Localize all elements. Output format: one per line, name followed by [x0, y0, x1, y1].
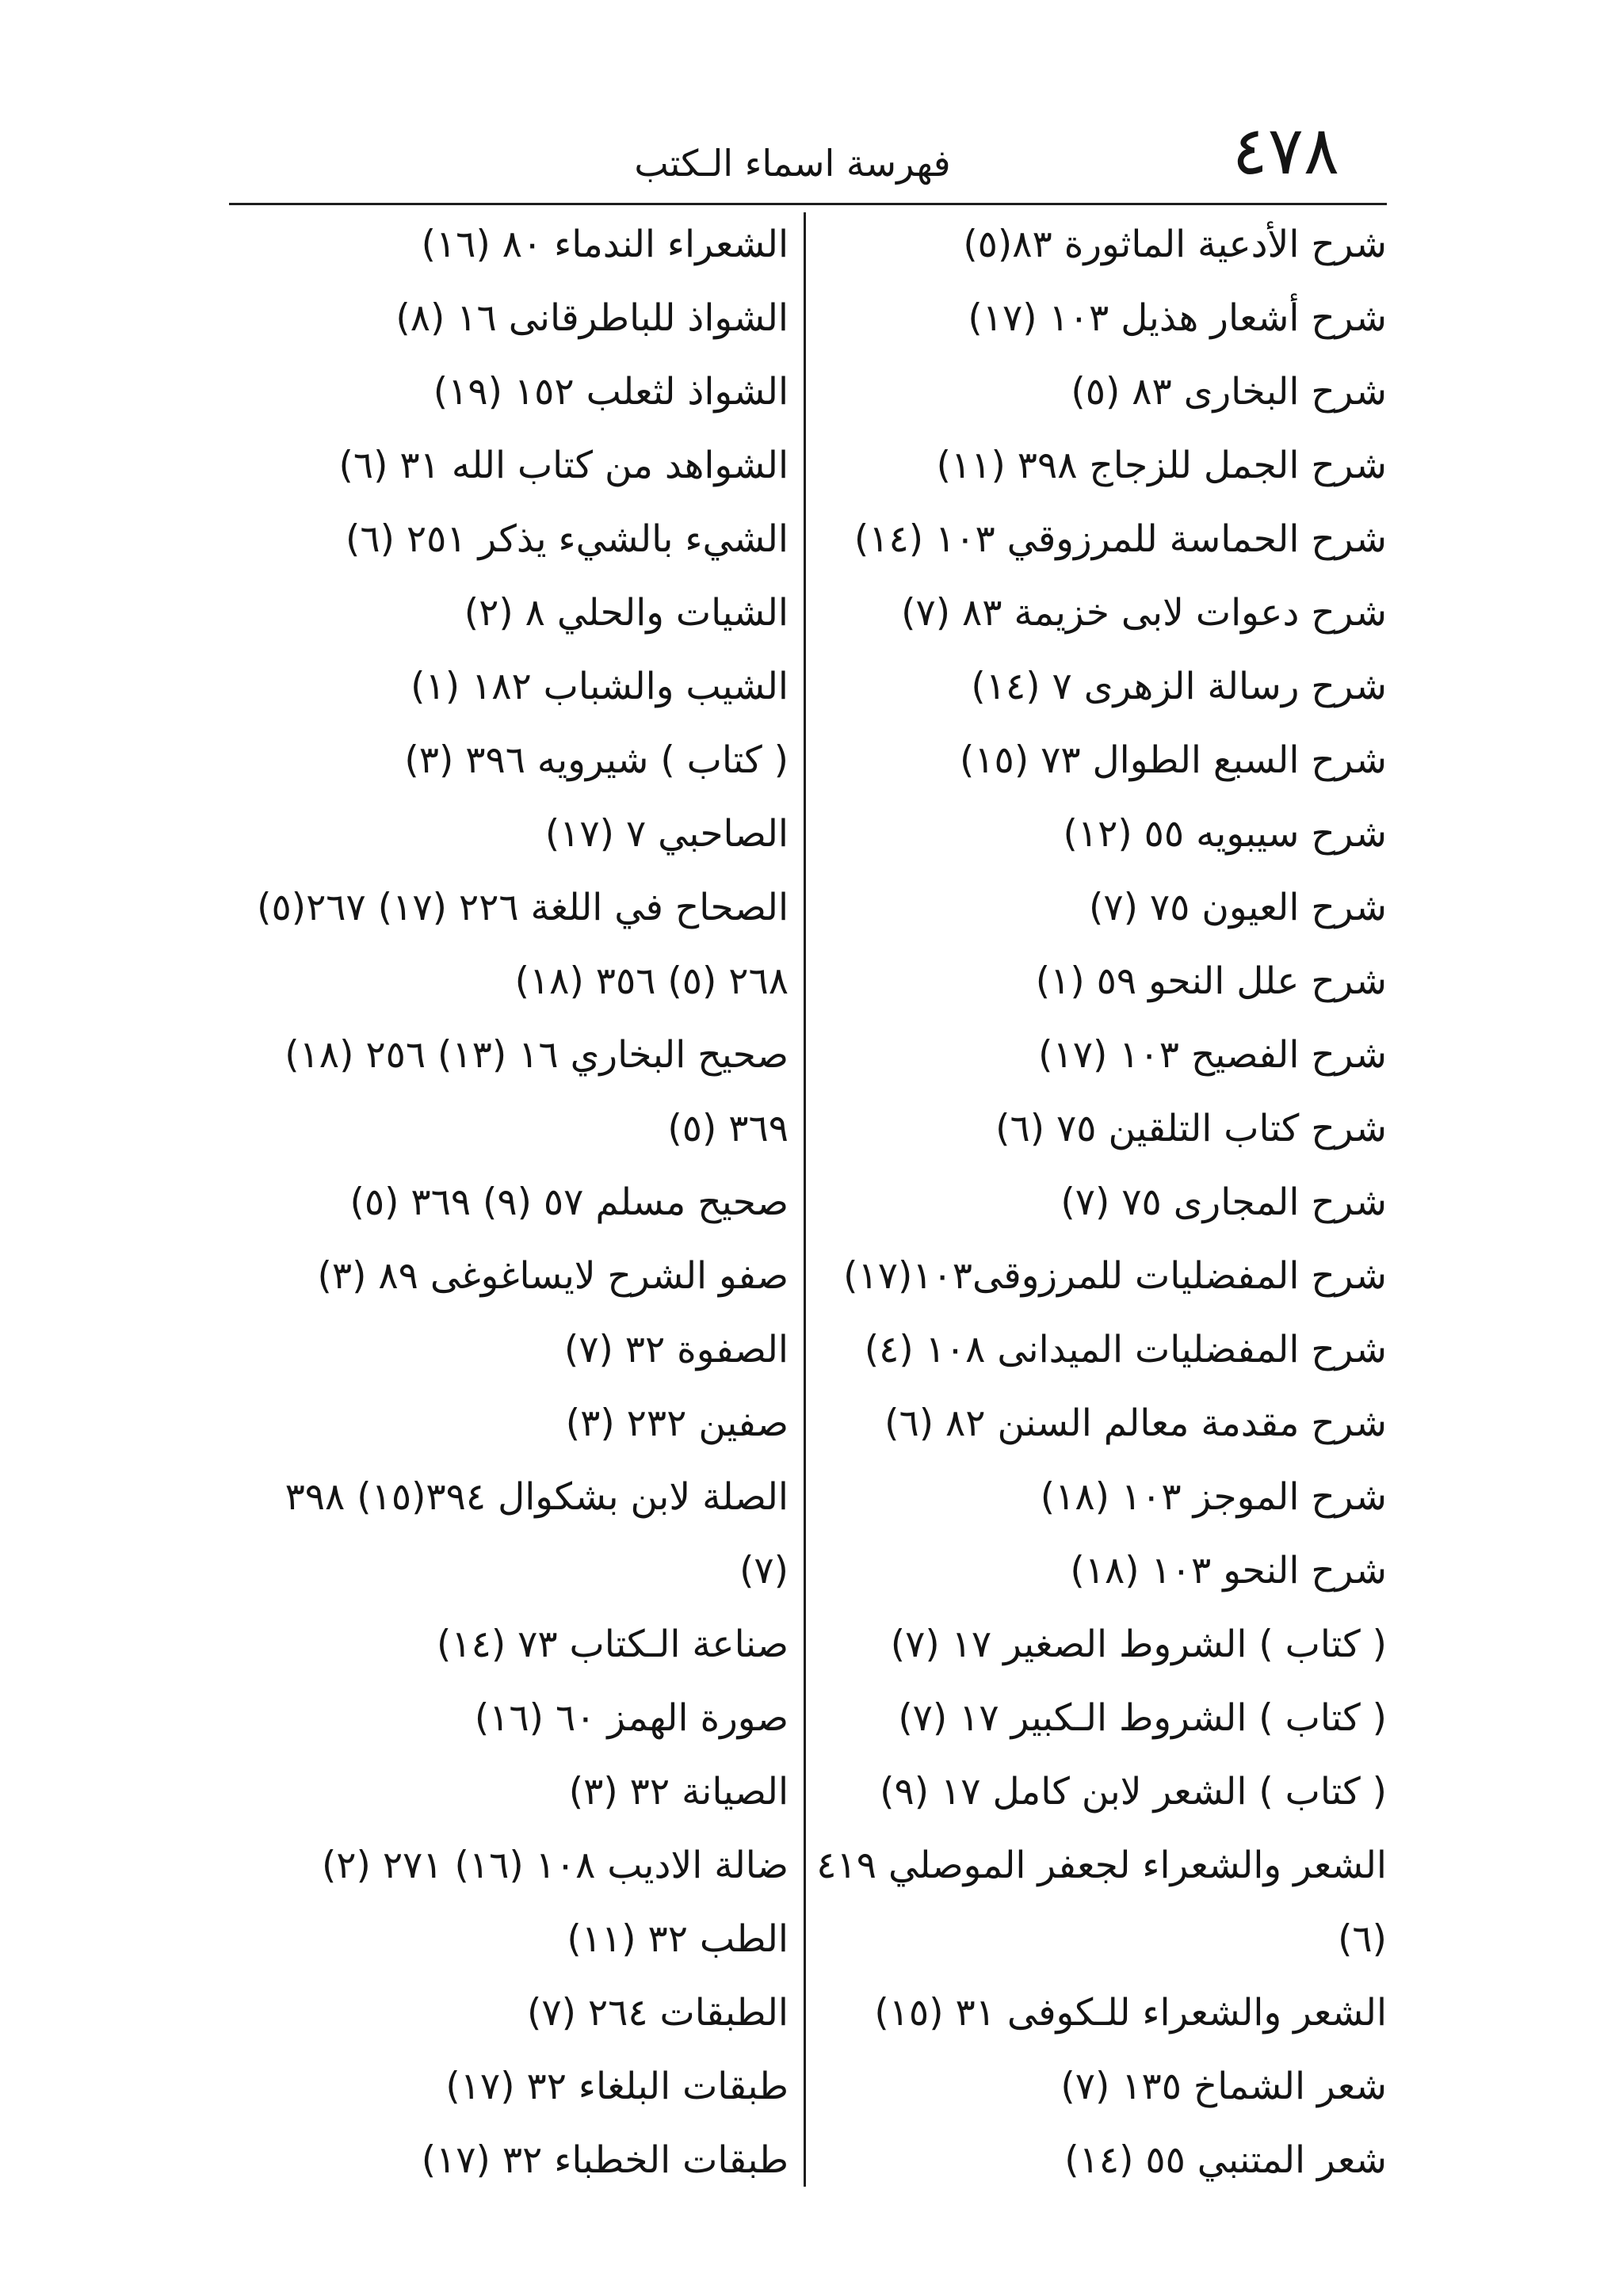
right-column [816, 208, 1387, 2197]
index-entry: طبقات البلغاء ٣٢ (١٧) [445, 2065, 789, 2108]
index-entry: شرح العيون ٧٥ (٧) [1089, 886, 1387, 929]
index-entry: الصفوة ٣٢ (٧) [563, 1328, 789, 1371]
index-entry: الشواذ لثعلب ١٥٢ (١٩) [433, 370, 789, 414]
page-number: ٤٧٨ [1232, 112, 1339, 189]
index-entry: الشعر والشعراء للـكوفى ٣١ (١٥) [874, 1991, 1387, 2035]
index-entry: ( كتاب ) الشعر لابن كامل ١٧ (٩) [880, 1770, 1387, 1814]
index-entry-continuation: (٧) [739, 1549, 789, 1592]
index-entry: الشيء بالشيء يذكر ٢٥١ (٦) [346, 517, 789, 561]
header-rule [229, 203, 1387, 205]
index-entry: ( كتاب ) الشروط الصغير ١٧ (٧) [890, 1623, 1387, 1666]
index-entry: الشعراء الندماء ٨٠ (١٦) [421, 223, 789, 266]
index-entry: شرح المجارى ٧٥ (٧) [1060, 1180, 1387, 1224]
index-entry: شرح البخارى ٨٣ (٥) [1071, 370, 1387, 414]
index-entry-continuation: ٣٦٩ (٥) [667, 1107, 789, 1150]
left-column [190, 208, 789, 2197]
index-entry: الطبقات ٢٦٤ (٧) [526, 1991, 789, 2035]
index-entry: صناعة الـكتاب ٧٣ (١٤) [436, 1623, 789, 1666]
index-entry: الطب ٣٢ (١١) [567, 1917, 789, 1961]
index-entry: ( كتاب ) شيرويه ٣٩٦ (٣) [404, 738, 789, 782]
index-entry: الصاحبي ٧ (١٧) [544, 812, 789, 856]
index-entry: صورة الهمز ٦٠ (١٦) [474, 1696, 789, 1740]
index-entry: الشعر والشعراء لجعفر الموصلي ٤١٩ [816, 1844, 1387, 1887]
index-entry: الشواهد من كتاب الله ٣١ (٦) [338, 444, 789, 487]
index-entry: شرح المفضليات الميدانى ١٠٨ (٤) [864, 1328, 1387, 1371]
index-entry: طبقات الخطباء ٣٢ (١٧) [421, 2138, 789, 2182]
index-entry: شرح دعوات لابى خزيمة ٨٣ (٧) [901, 591, 1387, 635]
index-entry: صفو الشرح لايساغوغى ٨٩ (٣) [317, 1254, 789, 1298]
index-entry-continuation: (٦) [1338, 1917, 1387, 1961]
index-entry: ( كتاب ) الشروط الـكبير ١٧ (٧) [898, 1696, 1387, 1740]
index-entry: شرح مقدمة معالم السنن ٨٢ (٦) [884, 1402, 1387, 1445]
index-entry: شرح الجمل للزجاج ٣٩٨ (١١) [936, 444, 1387, 487]
index-entry: شعر الشماخ ١٣٥ (٧) [1060, 2065, 1387, 2108]
index-entry: الشيات والحلي ٨ (٢) [464, 591, 789, 635]
index-entry: الصيانة ٣٢ (٣) [568, 1770, 789, 1814]
index-entry: الشيب والشباب ١٨٢ (١) [411, 665, 789, 708]
index-entry: شرح النحو ١٠٣ (١٨) [1070, 1549, 1387, 1592]
index-entry: شرح الأدعية الماثورة ٨٣(٥) [963, 223, 1387, 266]
index-entry: صفين ٢٣٢ (٣) [565, 1402, 789, 1445]
index-entry: شرح الموجز ١٠٣ (١٨) [1040, 1475, 1387, 1519]
index-entry: شرح الحماسة للمرزوقي ١٠٣ (١٤) [854, 517, 1387, 561]
index-entry-continuation: ٢٦٨ (٥) ٣٥٦ (١٨) [514, 959, 789, 1003]
index-entry: شرح سيبويه ٥٥ (١٢) [1063, 812, 1387, 856]
index-entry: الصحاح في اللغة ٢٢٦ (١٧) ٢٦٧(٥) [257, 886, 789, 929]
index-entry: شرح علل النحو ٥٩ (١) [1035, 959, 1387, 1003]
column-divider [804, 212, 806, 2187]
index-entry: شرح السبع الطوال ٧٣ (١٥) [959, 738, 1387, 782]
index-entry: صحيح البخاري ١٦ (١٣) ٢٥٦ (١٨) [285, 1033, 789, 1077]
index-entry: الشواذ للباطرقانى ١٦ (٨) [395, 296, 789, 340]
index-entry: شعر المتنبي ٥٥ (١٤) [1064, 2138, 1387, 2182]
index-entry: شرح الفصيح ١٠٣ (١٧) [1038, 1033, 1387, 1077]
page-title: فهرسة اسماء الـكتب [634, 142, 951, 185]
index-entry: الصلة لابن بشكوال ٣٩٤(١٥) ٣٩٨ [285, 1475, 789, 1519]
index-entry: صحيح مسلم ٥٧ (٩) ٣٦٩ (٥) [349, 1180, 789, 1224]
index-entry: شرح المفضليات للمرزوقى١٠٣(١٧) [843, 1254, 1387, 1298]
index-entry: شرح كتاب التلقين ٧٥ (٦) [995, 1107, 1387, 1150]
index-entry: شرح رسالة الزهرى ٧ (١٤) [971, 665, 1387, 708]
index-entry: شرح أشعار هذيل ١٠٣ (١٧) [968, 296, 1387, 340]
index-entry: ضالة الاديب ١٠٨ (١٦) ٢٧١ (٢) [321, 1844, 789, 1887]
